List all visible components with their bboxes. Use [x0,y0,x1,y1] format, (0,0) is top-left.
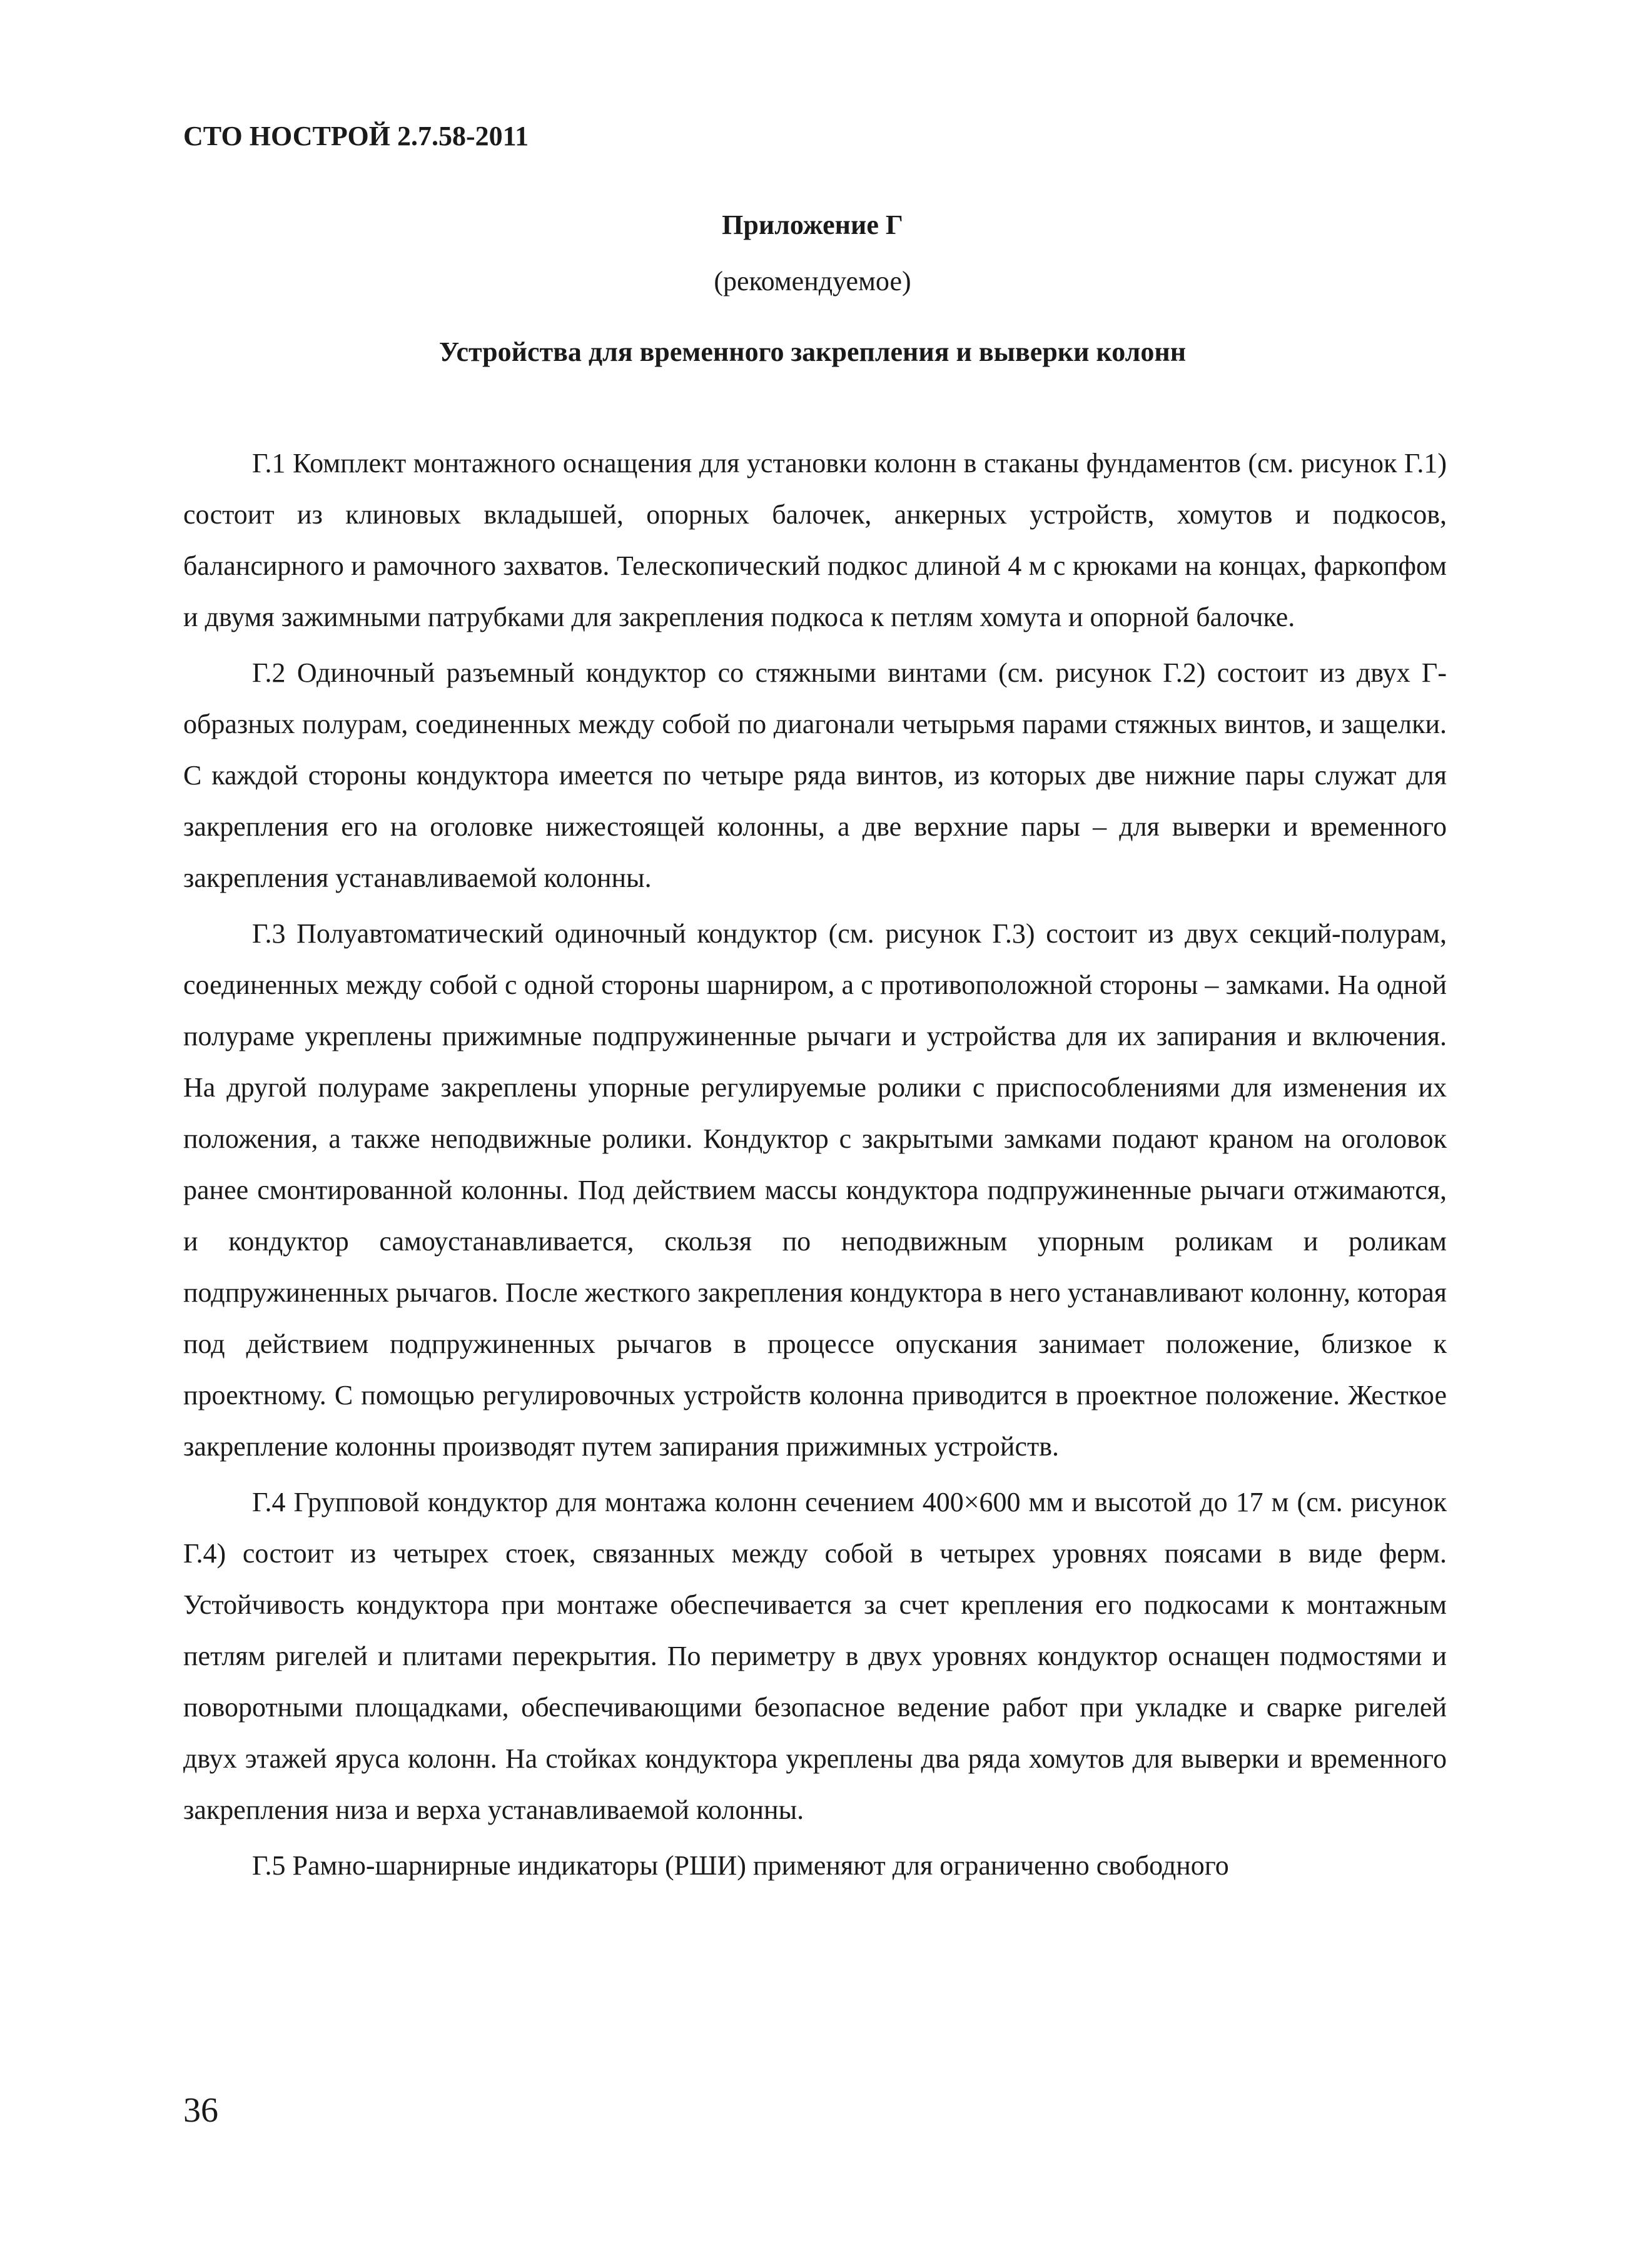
paragraph-g2: Г.2 Одиночный разъемный кондуктор со стяжными винтами (см. рисунок Г.2) состоит из двух Г-образных полурам, соединенных между собой по диагонали четырьмя парами стяжных винтов, и защелки. С каждой стороны кондуктора имеется по четыре ряда винтов, из которых две нижние пары служат для закрепления его на оголовке нижестоящей колонны, а две верхние пары – для выверки и временного закрепления устанавливаемой колонны. [183,657,1447,893]
paragraph-g3: Г.3 Полуавтоматический одиночный кондуктор (см. рисунок Г.3) состоит из двух секций-полурам, соединенных между собой с одной стороны шарниром, а с противоположной стороны – замками. На одной полураме укреплены прижимные подпружиненные рычаги и устройства для их запирания и включения. На другой полураме закреплены упорные регулируемые ролики с приспособлениями для изменения их положения, а также неподвижные ролики. Кондуктор с закрытыми замками подают краном на оголовок ранее смонтированной колонны. Под действием массы кондуктора подпружиненные рычаги отжимаются, и кондуктор самоустанавливается, скользя по неподвижным упорным роликам и роликам подпружиненных рычагов. После жесткого закрепления кондуктора в него устанавливают колонну, которая под действием подпружиненных рычагов в процессе опускания занимает положение, близкое к проектному. С помощью регулировочных устройств колонна приводится в проектное положение. Жесткое закрепление колонны производят путем запирания прижимных устройств. [183,918,1447,1462]
appendix-status: (рекомендуемое) [714,266,911,296]
paragraph-g5: Г.5 Рамно-шарнирные индикаторы (РШИ) применяют для ограниченно свободного [252,1850,1229,1881]
paragraph-g4: Г.4 Групповой кондуктор для монтажа колонн сечением 400×600 мм и высотой до 17 м (см. рисунок Г.4) состоит из четырех стоек, связанных между собой в четырех уровнях поясами в виде ферм. Устойчивость кондуктора при монтаже обеспечивается за счет крепления его подкосами к монтажным петлям ригелей и плитами перекрытия. По периметру в двух уровнях кондуктор оснащен подмостями и поворотными площадками, обеспечивающими безопасное ведение работ при укладке и сварке ригелей двух этажей яруса колонн. На стойках кондуктора укреплены два ряда хомутов для выверки и временного закрепления низа и верха устанавливаемой колонны. [183,1487,1447,1825]
section-heading: Устройства для временного закрепления и выверки колонн [438,337,1187,367]
page-number: 36 [183,2091,218,2130]
document-code-header: СТО НОСТРОЙ 2.7.58-2011 [183,121,529,151]
appendix-title: Приложение Г [722,210,903,240]
body-text [183,438,1447,1891]
paragraph-g1: Г.1 Комплект монтажного оснащения для установки колонн в стаканы фундаментов (см. рисунок Г.1) состоит из клиновых вкладышей, опорных балочек, анкерных устройств, хомутов и подкосов, балансирного и рамочного захватов. Телескопический подкос длиной 4 м с крюками на концах, фаркопфом и двумя зажимными патрубками для закрепления подкоса к петлям хомута и опорной балочке. [183,448,1447,632]
